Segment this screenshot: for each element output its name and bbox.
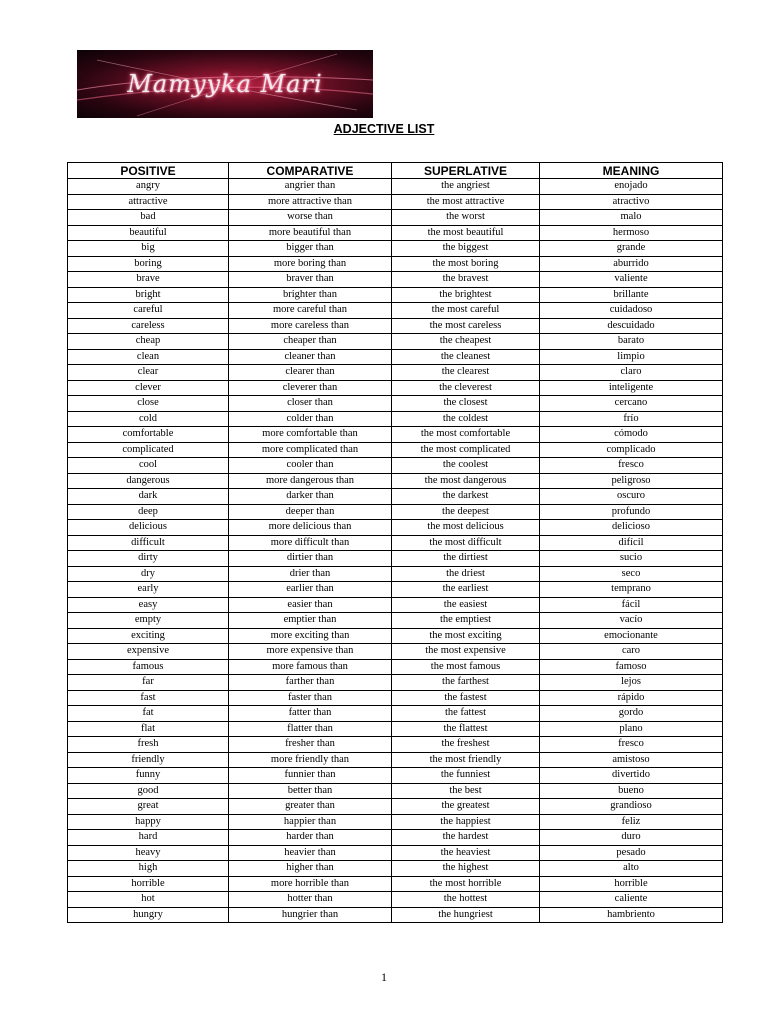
cell-comparative: heavier than [229,845,392,861]
cell-positive: complicated [68,442,229,458]
cell-meaning: temprano [540,582,723,598]
table-row [68,380,723,396]
cell-superlative: the happiest [392,814,540,830]
cell-comparative: higher than [229,861,392,877]
logo-banner [77,50,373,118]
cell-comparative: hungrier than [229,907,392,923]
cell-superlative: the hardest [392,830,540,846]
cell-positive: high [68,861,229,877]
table-row [68,892,723,908]
table-row [68,861,723,877]
cell-meaning: frío [540,411,723,427]
cell-comparative: more comfortable than [229,427,392,443]
cell-meaning: lejos [540,675,723,691]
page-title: ADJECTIVE LIST [333,122,435,136]
cell-meaning: complicado [540,442,723,458]
cell-meaning: cómodo [540,427,723,443]
cell-meaning: grande [540,241,723,257]
table-row [68,551,723,567]
header-comparative: COMPARATIVE [229,163,392,179]
cell-comparative: more exciting than [229,628,392,644]
cell-superlative: the most dangerous [392,473,540,489]
cell-positive: far [68,675,229,691]
cell-meaning: grandioso [540,799,723,815]
cell-superlative: the most difficult [392,535,540,551]
cell-superlative: the most horrible [392,876,540,892]
cell-positive: boring [68,256,229,272]
cell-positive: brave [68,272,229,288]
cell-meaning: rápido [540,690,723,706]
cell-meaning: cuidadoso [540,303,723,319]
cell-superlative: the best [392,783,540,799]
cell-positive: cool [68,458,229,474]
table-row [68,566,723,582]
table-header-row [68,163,723,179]
table-row [68,349,723,365]
cell-positive: funny [68,768,229,784]
cell-comparative: greater than [229,799,392,815]
cell-superlative: the most careful [392,303,540,319]
cell-comparative: earlier than [229,582,392,598]
cell-superlative: the dirtiest [392,551,540,567]
cell-superlative: the angriest [392,179,540,195]
cell-superlative: the heaviest [392,845,540,861]
cell-positive: flat [68,721,229,737]
cell-comparative: harder than [229,830,392,846]
cell-meaning: oscuro [540,489,723,505]
cell-comparative: fatter than [229,706,392,722]
cell-meaning: descuidado [540,318,723,334]
table-row [68,597,723,613]
cell-positive: big [68,241,229,257]
cell-superlative: the biggest [392,241,540,257]
cell-comparative: cooler than [229,458,392,474]
cell-meaning: emocionante [540,628,723,644]
table-row [68,721,723,737]
cell-meaning: cercano [540,396,723,412]
cell-superlative: the brightest [392,287,540,303]
cell-positive: fat [68,706,229,722]
cell-superlative: the most friendly [392,752,540,768]
table-row [68,675,723,691]
cell-positive: dark [68,489,229,505]
cell-positive: careful [68,303,229,319]
cell-comparative: braver than [229,272,392,288]
cell-superlative: the coldest [392,411,540,427]
cell-meaning: horrible [540,876,723,892]
cell-comparative: angrier than [229,179,392,195]
cell-superlative: the most complicated [392,442,540,458]
cell-positive: clear [68,365,229,381]
adjective-table [67,162,723,923]
cell-meaning: fresco [540,737,723,753]
table-row [68,768,723,784]
cell-meaning: duro [540,830,723,846]
cell-superlative: the funniest [392,768,540,784]
cell-comparative: easier than [229,597,392,613]
cell-superlative: the greatest [392,799,540,815]
cell-comparative: deeper than [229,504,392,520]
cell-meaning: alto [540,861,723,877]
cell-superlative: the earliest [392,582,540,598]
table-row [68,737,723,753]
cell-meaning: hambriento [540,907,723,923]
cell-meaning: malo [540,210,723,226]
table-row [68,225,723,241]
cell-meaning: fresco [540,458,723,474]
cell-positive: exciting [68,628,229,644]
cell-comparative: hotter than [229,892,392,908]
cell-comparative: faster than [229,690,392,706]
cell-comparative: more beautiful than [229,225,392,241]
cell-positive: cold [68,411,229,427]
cell-superlative: the most boring [392,256,540,272]
cell-comparative: emptier than [229,613,392,629]
table-row [68,659,723,675]
cell-comparative: cleaner than [229,349,392,365]
cell-comparative: more attractive than [229,194,392,210]
cell-comparative: darker than [229,489,392,505]
cell-positive: empty [68,613,229,629]
table-body [68,179,723,923]
table-row [68,256,723,272]
cell-superlative: the bravest [392,272,540,288]
table-row [68,706,723,722]
table-row [68,411,723,427]
cell-comparative: closer than [229,396,392,412]
cell-comparative: happier than [229,814,392,830]
cell-comparative: more careless than [229,318,392,334]
cell-meaning: seco [540,566,723,582]
cell-positive: fast [68,690,229,706]
cell-comparative: drier than [229,566,392,582]
cell-comparative: cleverer than [229,380,392,396]
table-row [68,876,723,892]
table-row [68,473,723,489]
cell-positive: dry [68,566,229,582]
cell-positive: hard [68,830,229,846]
cell-superlative: the farthest [392,675,540,691]
cell-comparative: more dangerous than [229,473,392,489]
cell-comparative: more complicated than [229,442,392,458]
table-row [68,644,723,660]
cell-positive: fresh [68,737,229,753]
header-meaning: MEANING [540,163,723,179]
cell-superlative: the most expensive [392,644,540,660]
cell-meaning: feliz [540,814,723,830]
table-row [68,241,723,257]
cell-positive: famous [68,659,229,675]
cell-comparative: clearer than [229,365,392,381]
cell-meaning: barato [540,334,723,350]
table-row [68,752,723,768]
table-row [68,365,723,381]
cell-meaning: limpio [540,349,723,365]
cell-meaning: atractivo [540,194,723,210]
cell-meaning: peligroso [540,473,723,489]
cell-superlative: the fattest [392,706,540,722]
cell-superlative: the cleanest [392,349,540,365]
cell-comparative: more careful than [229,303,392,319]
cell-positive: cheap [68,334,229,350]
table-row [68,628,723,644]
cell-superlative: the closest [392,396,540,412]
cell-superlative: the clearest [392,365,540,381]
cell-comparative: cheaper than [229,334,392,350]
cell-superlative: the most delicious [392,520,540,536]
table-row [68,396,723,412]
cell-positive: difficult [68,535,229,551]
cell-positive: dangerous [68,473,229,489]
table-row [68,287,723,303]
cell-comparative: fresher than [229,737,392,753]
cell-superlative: the most exciting [392,628,540,644]
cell-comparative: more famous than [229,659,392,675]
cell-comparative: better than [229,783,392,799]
cell-meaning: inteligente [540,380,723,396]
table-row [68,442,723,458]
header-positive: POSITIVE [68,163,229,179]
cell-superlative: the hottest [392,892,540,908]
header-superlative: SUPERLATIVE [392,163,540,179]
cell-comparative: bigger than [229,241,392,257]
table-row [68,334,723,350]
cell-positive: clean [68,349,229,365]
cell-comparative: flatter than [229,721,392,737]
table-row [68,194,723,210]
cell-positive: bright [68,287,229,303]
table-row [68,582,723,598]
cell-positive: happy [68,814,229,830]
cell-meaning: divertido [540,768,723,784]
cell-positive: early [68,582,229,598]
cell-comparative: more expensive than [229,644,392,660]
table-row [68,272,723,288]
cell-superlative: the driest [392,566,540,582]
cell-meaning: hermoso [540,225,723,241]
cell-comparative: funnier than [229,768,392,784]
cell-meaning: famoso [540,659,723,675]
cell-superlative: the freshest [392,737,540,753]
cell-positive: hungry [68,907,229,923]
cell-superlative: the deepest [392,504,540,520]
cell-positive: beautiful [68,225,229,241]
cell-positive: close [68,396,229,412]
cell-positive: easy [68,597,229,613]
cell-meaning: gordo [540,706,723,722]
cell-meaning: aburrido [540,256,723,272]
cell-superlative: the coolest [392,458,540,474]
table-row [68,179,723,195]
table-row [68,613,723,629]
table-row [68,830,723,846]
cell-positive: great [68,799,229,815]
cell-superlative: the most comfortable [392,427,540,443]
cell-positive: clever [68,380,229,396]
cell-comparative: more friendly than [229,752,392,768]
cell-superlative: the most beautiful [392,225,540,241]
cell-superlative: the highest [392,861,540,877]
cell-positive: hot [68,892,229,908]
cell-superlative: the cleverest [392,380,540,396]
cell-positive: delicious [68,520,229,536]
cell-positive: heavy [68,845,229,861]
cell-superlative: the most attractive [392,194,540,210]
cell-superlative: the most famous [392,659,540,675]
table-row [68,799,723,815]
cell-positive: deep [68,504,229,520]
cell-positive: attractive [68,194,229,210]
cell-positive: horrible [68,876,229,892]
cell-meaning: bueno [540,783,723,799]
cell-meaning: pesado [540,845,723,861]
table-row [68,783,723,799]
cell-positive: comfortable [68,427,229,443]
table-row [68,210,723,226]
logo-text: Mamyyka Mari [127,70,323,98]
cell-positive: friendly [68,752,229,768]
table-row [68,303,723,319]
cell-meaning: difícil [540,535,723,551]
cell-comparative: dirtier than [229,551,392,567]
cell-positive: expensive [68,644,229,660]
cell-meaning: fácil [540,597,723,613]
table-row [68,489,723,505]
cell-meaning: caliente [540,892,723,908]
cell-comparative: colder than [229,411,392,427]
table-row [68,845,723,861]
cell-meaning: enojado [540,179,723,195]
cell-superlative: the flattest [392,721,540,737]
cell-superlative: the fastest [392,690,540,706]
cell-superlative: the worst [392,210,540,226]
cell-meaning: delicioso [540,520,723,536]
cell-superlative: the emptiest [392,613,540,629]
table-row [68,504,723,520]
cell-positive: angry [68,179,229,195]
table-row [68,907,723,923]
cell-positive: bad [68,210,229,226]
cell-comparative: more difficult than [229,535,392,551]
cell-meaning: profundo [540,504,723,520]
cell-meaning: brillante [540,287,723,303]
table-row [68,690,723,706]
table-row [68,318,723,334]
cell-positive: dirty [68,551,229,567]
table-row [68,520,723,536]
cell-meaning: valiente [540,272,723,288]
cell-comparative: more delicious than [229,520,392,536]
cell-meaning: plano [540,721,723,737]
cell-superlative: the hungriest [392,907,540,923]
cell-superlative: the most careless [392,318,540,334]
cell-meaning: sucio [540,551,723,567]
cell-comparative: brighter than [229,287,392,303]
cell-superlative: the darkest [392,489,540,505]
cell-comparative: more boring than [229,256,392,272]
cell-comparative: worse than [229,210,392,226]
page-number: 1 [381,970,387,984]
cell-meaning: caro [540,644,723,660]
cell-superlative: the cheapest [392,334,540,350]
table-row [68,427,723,443]
table-row [68,814,723,830]
cell-superlative: the easiest [392,597,540,613]
table-row [68,535,723,551]
cell-positive: careless [68,318,229,334]
cell-positive: good [68,783,229,799]
cell-meaning: amistoso [540,752,723,768]
cell-meaning: claro [540,365,723,381]
cell-comparative: more horrible than [229,876,392,892]
cell-meaning: vacío [540,613,723,629]
table-row [68,458,723,474]
cell-comparative: farther than [229,675,392,691]
